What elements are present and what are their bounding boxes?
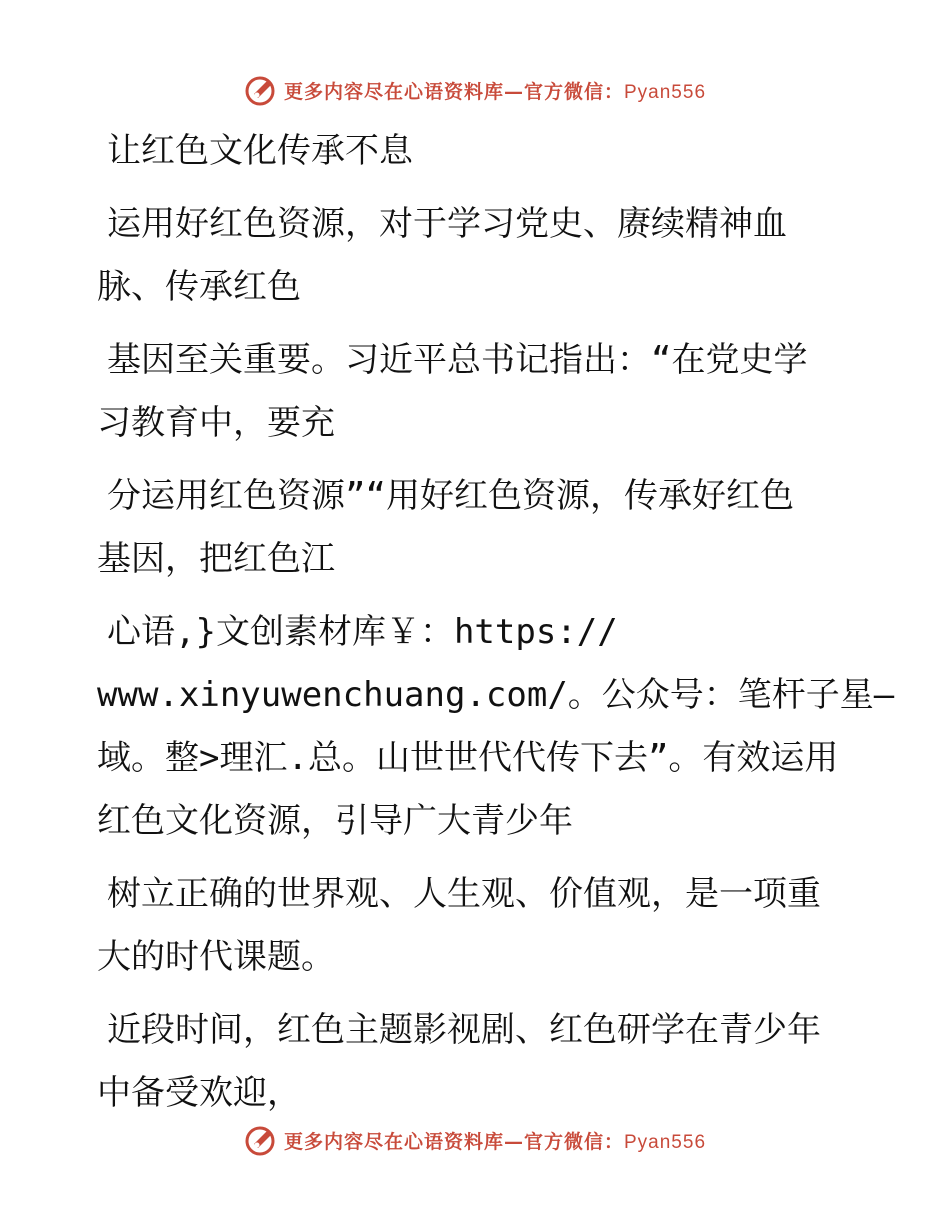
- footer-banner-text: 更多内容尽在心语资料库—官方微信：: [283, 1130, 624, 1153]
- document-body: [97, 120, 895, 1135]
- paragraph: [97, 193, 857, 319]
- header-banner-handle: Pyan556: [624, 81, 707, 103]
- paragraph: [97, 120, 857, 183]
- text-line: www.xinyuwenchuang.com/。公众号：笔杆子星—: [97, 675, 895, 715]
- header-banner: [0, 70, 950, 110]
- text-line: 红色文化资源，引导广大青少年: [97, 801, 573, 841]
- header-banner-text: 更多内容尽在心语资料库—官方微信：: [283, 80, 624, 103]
- paragraph: [97, 601, 895, 853]
- text-line: 让红色文化传承不息: [107, 131, 413, 171]
- text-line: 脉、传承红色: [97, 267, 301, 307]
- paragraph: [97, 999, 857, 1125]
- footer-banner: [0, 1120, 950, 1160]
- brand-logo-icon: [244, 72, 280, 108]
- paragraph: [97, 329, 857, 455]
- text-line: 基因至关重要。习近平总书记指出：“在党史学: [107, 340, 808, 380]
- text-line: 域。整>理汇.总。山世世代代传下去”。有效运用: [97, 738, 839, 778]
- text-line: 心语,}文创素材库￥：https://: [107, 612, 618, 652]
- text-line: 分运用红色资源”“用好红色资源，传承好红色: [107, 476, 794, 516]
- paragraph: [97, 863, 857, 989]
- brand-logo-icon: [244, 1122, 280, 1158]
- text-line: 大的时代课题。: [97, 937, 335, 977]
- footer-banner-handle: Pyan556: [624, 1131, 707, 1153]
- text-line: 近段时间，红色主题影视剧、红色研学在青少年: [107, 1010, 821, 1050]
- paragraph: [97, 465, 857, 591]
- text-line: 基因，把红色江: [97, 539, 335, 579]
- text-line: 习教育中，要充: [97, 403, 335, 443]
- text-line: 树立正确的世界观、人生观、价值观，是一项重: [107, 874, 821, 914]
- text-line: 中备受欢迎，: [97, 1073, 301, 1113]
- text-line: 运用好红色资源，对于学习党史、赓续精神血: [107, 204, 787, 244]
